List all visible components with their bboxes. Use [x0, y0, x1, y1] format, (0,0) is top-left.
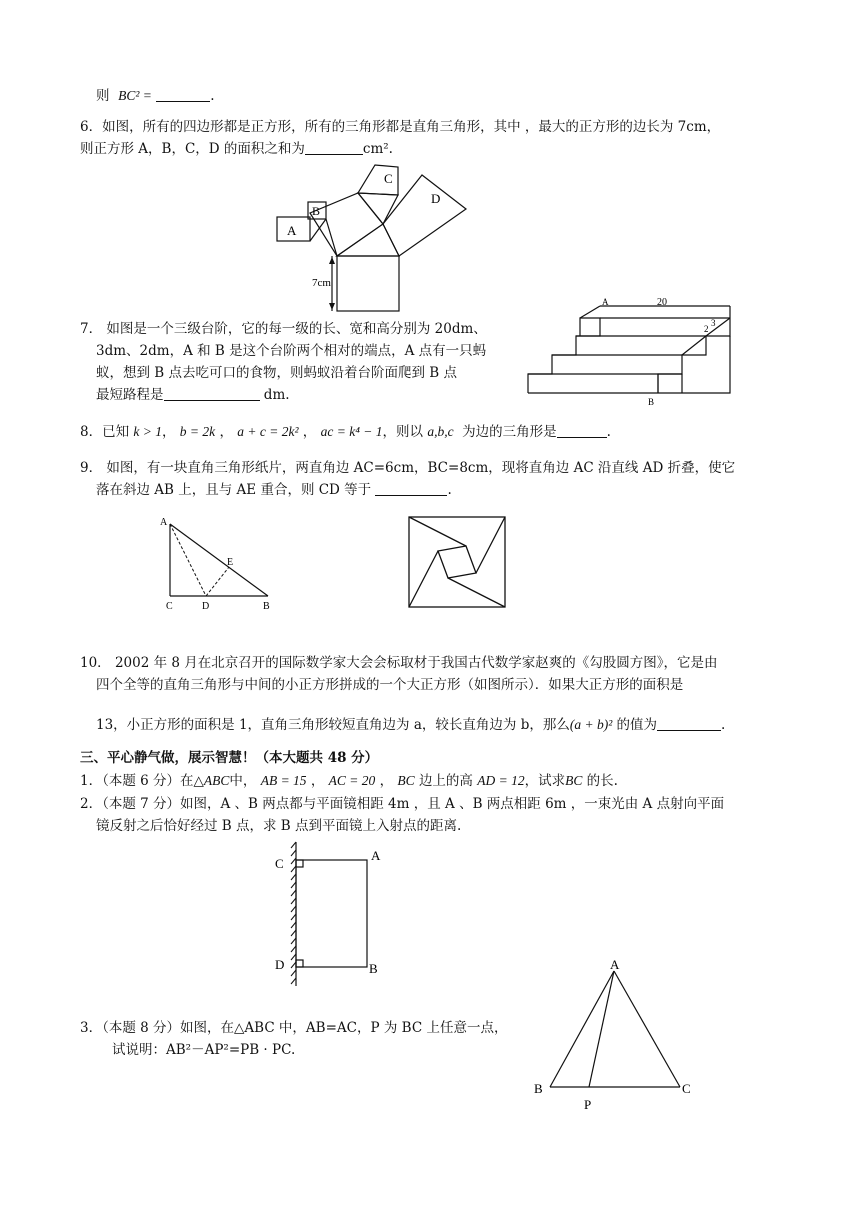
- q6-label-d: D: [431, 191, 441, 206]
- q8-prefix: 8．已知: [80, 424, 130, 440]
- p2-label-a: A: [371, 848, 381, 863]
- q6-line2-text: 则正方形 A，B，C，D 的面积之和为: [80, 141, 305, 157]
- q8-math-a-plus-c: a + c = 2k²: [237, 424, 299, 439]
- q8-mid: ，则以: [382, 424, 424, 440]
- q7-answer-blank[interactable]: [164, 386, 260, 401]
- q10-line3: [96, 716, 725, 734]
- p1-altitude-text: 边上的高: [418, 773, 473, 789]
- p1-math-ad: AD = 12: [477, 773, 525, 788]
- q10-line2: 四个全等的直角三角形与中间的小正方形拼成的一个大正方形（如图所示）．如果大正方形的面积是: [96, 677, 684, 693]
- q10-period: .: [721, 717, 726, 733]
- q8-answer-blank[interactable]: [557, 423, 607, 438]
- q6-label-7cm: 7cm: [312, 277, 331, 289]
- q7-label-b: B: [648, 397, 655, 407]
- q7-unit: dm.: [263, 387, 290, 403]
- p2-mirror-figure: [272, 838, 392, 988]
- q9-answer-blank[interactable]: [375, 481, 447, 496]
- q7-staircase-figure: [522, 298, 752, 408]
- p1-math-ac: AC = 20: [328, 773, 376, 788]
- q7-line1: 7． 如图是一个三级台阶，它的每一级的长、宽和高分别为 20dm、: [80, 321, 487, 337]
- q10-answer-blank[interactable]: [657, 716, 721, 731]
- p1-ask: ，试求: [524, 773, 566, 789]
- q10-line3-tail: 的值为: [616, 717, 658, 733]
- intro-text: 则: [96, 88, 110, 104]
- q6-answer-blank[interactable]: [305, 140, 363, 155]
- q9-label-a: A: [160, 517, 168, 528]
- p2-label-c: C: [275, 856, 284, 871]
- p3-label-a: A: [610, 957, 620, 972]
- q6-line2: [80, 140, 393, 158]
- p3-line1: 3．（本题 8 分）如图，在△ABC 中，AB=AC，P 为 BC 上任意一点，: [80, 1020, 508, 1036]
- p3-label-p: P: [584, 1097, 592, 1112]
- q9-label-d: D: [202, 601, 210, 612]
- zhao-shuang-figure: [408, 516, 508, 608]
- q7-label-a: A: [602, 297, 609, 307]
- q7-label-3: 3: [711, 318, 716, 328]
- q6-squares-figure: [270, 160, 470, 310]
- q8-period: .: [606, 424, 611, 440]
- section3-heading: 三、平心静气做，展示智慧！（本大题共 48 分）: [80, 750, 379, 766]
- q6-label-a: A: [287, 223, 297, 238]
- p1-math-bc2: BC: [565, 773, 583, 788]
- p2-label-b: B: [369, 961, 378, 976]
- intro-answer-blank[interactable]: [156, 87, 210, 102]
- q7-line4-text: 最短路程是: [96, 387, 164, 403]
- p1-suffix: 的长.: [586, 773, 618, 789]
- q10-line1: 10． 2002 年 8 月在北京召开的国际数学家大会会标取材于我国古代数学家赵爽的《勾股圆方图》，它是由: [80, 655, 718, 671]
- q9-line2-text: 落在斜边 AB 上，且与 AE 重合，则 CD 等于: [96, 482, 372, 498]
- p1-line: 1．（本题 6 分）在△ABC中， AB = 15 ， AC = 20 ， BC 边上的高 AD = 12，试求BC 的长.: [80, 773, 618, 789]
- p3-triangle-figure: [530, 955, 700, 1115]
- q8-math-abc: a,b,c: [427, 424, 454, 439]
- p3-label-b: B: [534, 1081, 543, 1096]
- q7-label-2: 2: [704, 324, 709, 334]
- q9-line2: [96, 481, 452, 499]
- q8-math-b: b = 2k: [179, 424, 216, 439]
- q9-line1: 9． 如图，有一块直角三角形纸片，两直角边 AC=6cm，BC=8cm，现将直角边 AC 沿直线 AD 折叠，使它: [80, 460, 736, 476]
- q8-tail: 为边的三角形是: [462, 424, 557, 440]
- q6-label-c: C: [384, 171, 393, 186]
- q7-line2: 3dm、2dm，A 和 B 是这个台阶两个相对的端点，A 点有一只蚂: [96, 343, 487, 359]
- q7-line3: 蚁，想到 B 点去吃可口的食物，则蚂蚁沿着台阶面爬到 B 点: [96, 365, 458, 381]
- p1-math-ab: AB = 15: [260, 773, 307, 788]
- q6-unit: cm².: [362, 141, 393, 157]
- p2-line2: 镜反射之后恰好经过 B 点，求 B 点到平面镜上入射点的距离.: [96, 818, 462, 834]
- q8-math-k: k > 1: [133, 424, 162, 439]
- q7-label-20: 20: [657, 297, 667, 308]
- q9-triangle-figure: [158, 514, 288, 614]
- q7-line4: [96, 386, 290, 404]
- p1-prefix: 1．（本题 6 分）在: [80, 773, 194, 789]
- intro-math: BC² =: [118, 88, 152, 103]
- p2-line1: 2．（本题 7 分）如图，A 、B 两点都与平面镜相距 4m ，且 A 、B 两点相距 6m ，一束光由 A 点射向平面: [80, 796, 725, 812]
- q9-label-e: E: [227, 557, 234, 568]
- p2-label-d: D: [275, 957, 285, 972]
- q10-line3-text: 13，小正方形的面积是 1，直角三角形较短直角边为 a，较长直角边为 b，那么: [96, 717, 570, 733]
- q10-math: (a + b)²: [569, 717, 613, 732]
- p3-label-c: C: [682, 1081, 691, 1096]
- p1-math-bc: BC: [397, 773, 415, 788]
- q9-label-b: B: [263, 601, 270, 612]
- p3-line2: 试说明：AB²－AP²=PB · PC.: [112, 1042, 296, 1058]
- q8-math-ac: ac = k⁴ − 1: [320, 424, 383, 439]
- q9-period: .: [447, 482, 452, 498]
- q9-label-c: C: [166, 601, 173, 612]
- p1-mid: 中，: [229, 773, 257, 789]
- q8-line: 8．已知 k > 1， b = 2k ， a + c = 2k² ， ac = k⁴ − 1，则以 a,b,c 为边的三角形是 .: [80, 424, 611, 440]
- q6-label-b: B: [312, 204, 321, 218]
- p1-math-triangle: △ABC: [193, 773, 230, 788]
- q6-line1: 6．如图，所有的四边形都是正方形，所有的三角形都是直角三角形，其中 ，最大的正方形的边长为 7cm，: [80, 119, 721, 135]
- intro-line: 则 BC² = .: [96, 88, 215, 104]
